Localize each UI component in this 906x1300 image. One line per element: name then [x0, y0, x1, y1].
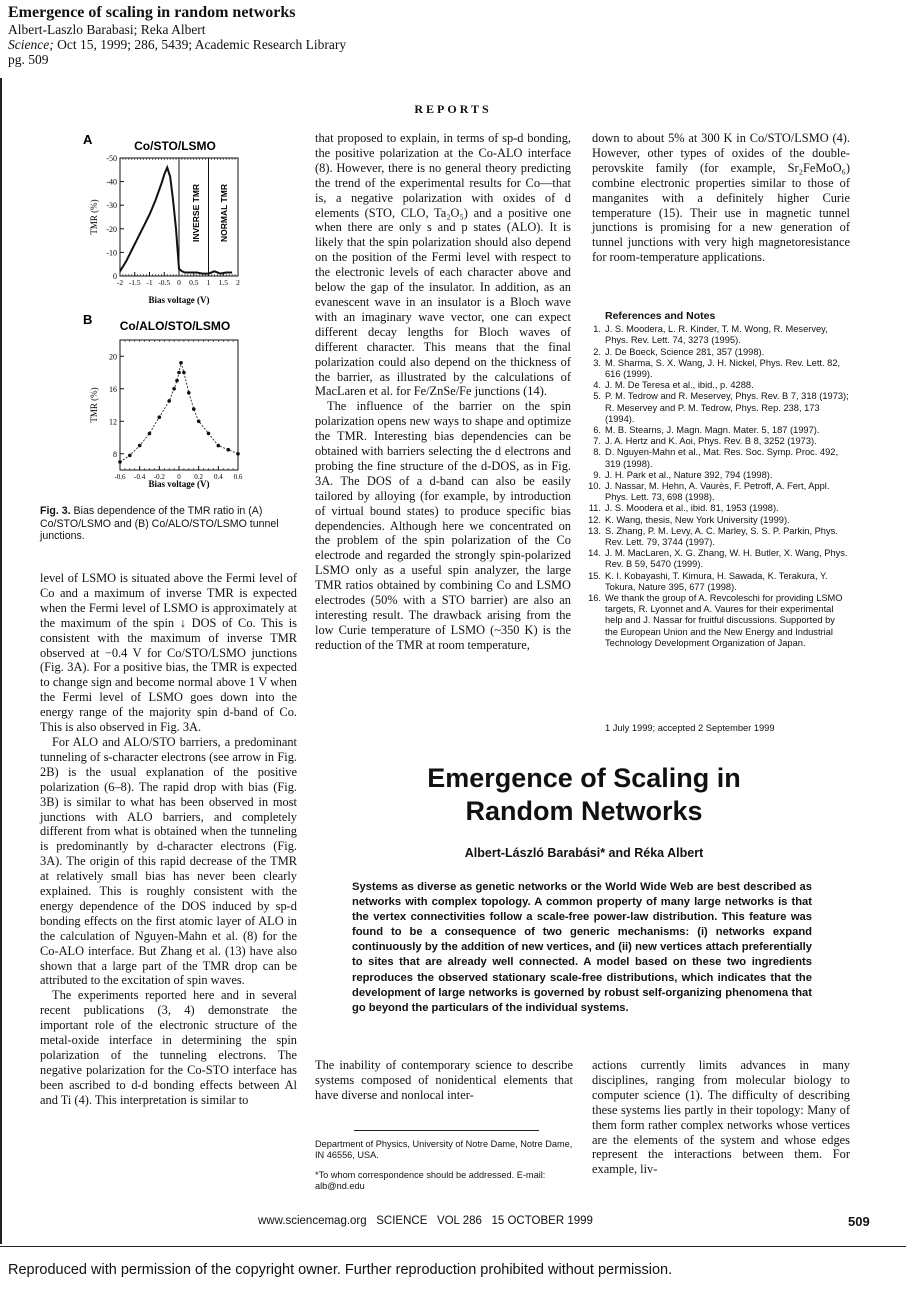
reference-item	[587, 324, 849, 346]
article-title-line-2: Random Networks	[465, 796, 703, 826]
received-dates: 1 July 1999; accepted 2 September 1999	[605, 723, 775, 733]
panel-b-point	[182, 371, 186, 375]
panel-b-xtick-label: -0.4	[134, 473, 146, 481]
panel-b-point	[128, 454, 132, 458]
article-authors: Albert-László Barabási* and Réka Albert	[464, 846, 704, 860]
panel-a-xtick-label: 0.5	[189, 278, 199, 287]
panel-b-point	[177, 371, 181, 375]
figure-caption	[40, 505, 310, 543]
panel-a-ytick-label: 0	[113, 272, 117, 281]
panel-a-xtick-label: 0	[177, 278, 181, 287]
panel-a-ytick-label: -20	[106, 224, 117, 234]
article-abstract: Systems as diverse as genetic networks or the World Wide Web are best described as networks with complex topology. A common property of many large networks is that the vertex connectivities follow a scale-free power-law distribution. This feature was found to be a consequence of two generic mechanisms: (i) networks expand continuously by the addition of new vertices, and (ii) new vertices attach preferentially to sites that are already well connected. A model based on these two ingredients reproduces the observed stationary scale-free distributions, which indicates that the development of large networks is governed by robust self-organizing phenomena that go beyond the particulars of the individual systems.	[352, 881, 812, 1014]
reference-number: 2.	[593, 346, 601, 357]
reference-item	[587, 347, 849, 358]
footer-page-number: 509	[848, 1214, 870, 1229]
panel-b-point	[236, 452, 240, 456]
panel-b-xtick-label: -0.6	[114, 473, 126, 481]
panel-a-xtick-label: -1.5	[128, 278, 141, 287]
reference-text: J. S. Moodera et al., ibid. 81, 1953 (1998).	[605, 503, 779, 514]
article-body-right	[592, 1058, 850, 1177]
panel-b-point	[175, 379, 179, 383]
panel-b-point	[187, 391, 191, 395]
middle-column	[315, 131, 571, 653]
right-paragraph-1: down to about 5% at 300 K in Co/STO/LSMO (4). However, other types of oxides of the double-perovskite family (for example, Sr₂FeMoO₆) combine electronic properties similar to those of manganites with a definitely higher Curie temperature (15). Their use in magnetic tunnel junctions is promising for a new generation of tunnel junctions with very high magnetoresistance for room-temperature applications.	[592, 131, 850, 265]
panel-b-point	[118, 460, 122, 464]
margin-rule	[0, 78, 2, 1244]
citation-details: Oct 15, 1999; 286, 5439; Academic Research Library	[53, 37, 347, 52]
reference-number: 4.	[593, 380, 601, 391]
panel-b-xlabel: Bias voltage (V)	[148, 479, 210, 489]
panel-b-point	[207, 432, 211, 436]
reference-number: 1.	[593, 324, 601, 335]
affiliation: Department of Physics, University of Notre Dame, Notre Dame, IN 46556, USA.	[315, 1139, 573, 1161]
reference-item	[587, 358, 849, 380]
panel-a-title: Co/STO/LSMO	[134, 139, 216, 153]
middle-paragraph-2: The influence of the barrier on the spin polarization opens new ways to shape and optimize the TMR. Interesting bias dependencies can be obtained with barriers selecting the d electrons and probing the fine structure of the d-DOS, as in Fig. 3A. The DOS of a d-band can also be easily tailored by alloying (for example, by introduction of virtual bound states) to produce specific bias dependencies. Although here we concentrated on the problem of the spin polarization of the Co electrode and regarded the strongly spin-polarized LSMO only as a useful spin analyzer, the large TMR ratios obtained by combining Co and LSMO electrodes (50% with a STO barrier) are also an interesting result. The drawback arising from the low Curie temperature of LSMO (~350 K) is the reduction of the TMR at room temperature,	[315, 399, 571, 652]
reference-text: J. S. Moodera, L. R. Kinder, T. M. Wong, R. Meservey, Phys. Rev. Lett. 74, 3273 (1995).	[605, 324, 828, 346]
panel-b-ytick-label: 16	[109, 384, 117, 394]
reference-text: P. M. Tedrow and R. Meservey, Phys. Rev. B 7, 318 (1973); R. Meservey and P. M. Tedrow, Phys. Rep. 238, 173 (1994).	[605, 391, 849, 424]
panel-a-xtick-label: 2	[236, 278, 240, 287]
panel-b-point	[138, 444, 142, 448]
reference-text: S. Zhang, P. M. Levy, A. C. Marley, S. S. P. Parkin, Phys. Rev. Lett. 79, 3744 (1997).	[605, 525, 838, 548]
panel-b-ylabel: TMR (%)	[89, 387, 99, 423]
panel-b-point	[226, 448, 230, 452]
reference-number: 11.	[588, 503, 601, 514]
panel-b-point	[217, 444, 221, 448]
reference-number: 7.	[593, 436, 601, 447]
reference-number: 15.	[588, 570, 601, 581]
citation-page: pg. 509	[8, 52, 49, 67]
reference-number: 16.	[588, 593, 601, 604]
left-paragraph-2: For ALO and ALO/STO barriers, a predominant tunneling of s-character electrons (see arrow in Fig. 2B) is the usual explanation of the positive polarization (6–8). The rapid drop with bias (Fig. 3B) is similar to what has been observed in most junctions with ALO barriers, and completely different from what is obtained when the tunneling is predominantly by d-character electrons (Fig. 3A). The origin of this rapid decrease of the TMR at relatively small bias has never been clearly explained. This is roughly consistent with the energy dependence of the DOS induced by sp-d bonding effects on the first atomic layer of ALO in the calculation of Nguyen-Mahn et al. (8) for the Co-ALO interface. But Zhang et al. (13) have also shown that a large part of the TMR drop can be attributed to the excitation of spin waves.	[40, 734, 297, 988]
reference-item	[587, 571, 849, 593]
reference-item	[587, 481, 849, 503]
article-body-middle	[315, 1058, 573, 1103]
article-title-line-1: Emergence of Scaling in	[427, 763, 741, 793]
panel-b-point	[167, 399, 171, 403]
reference-text: J. Nassar, M. Hehn, A. Vaurès, F. Petroff, A. Fert, Appl. Phys. Lett. 73, 698 (1998).	[605, 481, 830, 503]
reference-number: 13.	[588, 525, 601, 536]
reference-item	[587, 425, 849, 436]
panel-a-xtick-label: -2	[116, 278, 124, 287]
figure-3	[75, 130, 305, 490]
reference-number: 14.	[588, 548, 601, 559]
panel-b-point	[179, 361, 183, 365]
reference-text: J. De Boeck, Science 281, 357 (1998).	[605, 346, 765, 357]
caption-text: Bias dependence of the TMR ratio in (A) Co/STO/LSMO and (B) Co/ALO/STO/LSMO tunnel junctions.	[40, 505, 279, 543]
panel-b-xtick-label: 0.4	[213, 473, 223, 481]
panel-b-xtick-label: 0.6	[233, 473, 243, 481]
affiliation-block	[315, 1130, 577, 1201]
reference-number: 8.	[593, 447, 601, 458]
reference-item	[587, 593, 849, 649]
panel-a-xtick-label: 1.5	[218, 278, 228, 287]
panel-b-point	[172, 387, 176, 391]
panel-a-curve	[120, 167, 232, 273]
references-title: References and Notes	[605, 310, 716, 322]
figure-3-svg	[75, 130, 305, 490]
panel-b-curve	[120, 363, 238, 462]
reference-number: 3.	[593, 357, 601, 368]
article-title	[318, 762, 850, 828]
left-paragraph-3: The experiments reported here and in several recent publications (3, 4) demonstrate the important role of the electronic structure of the metal-oxide interface in determining the spin polarization of the tunneling electrons. The negative polarization for the Co-STO interface has been ascribed to d-d bonding effects between Al and Ti (4). This interpretation is similar to	[40, 988, 297, 1107]
panel-a-xlabel: Bias voltage (V)	[148, 295, 210, 305]
panel-b-plot	[109, 340, 243, 481]
reference-number: 5.	[593, 391, 601, 402]
permission-notice: Reproduced with permission of the copyright owner. Further reproduction prohibited without permission.	[8, 1262, 673, 1278]
section-header: REPORTS	[414, 102, 492, 116]
article-body-paragraph-1: The inability of contemporary science to describe systems composed of nonidentical elements that have diverse and nonlocal inter-	[315, 1058, 573, 1102]
panel-b-ytick-label: 12	[109, 417, 117, 427]
normal-tmr-label: NORMAL TMR	[219, 184, 229, 242]
panel-b-letter: B	[83, 312, 93, 327]
reference-text: M. Sharma, S. X. Wang, J. H. Nickel, Phys. Rev. Lett. 82, 616 (1999).	[605, 357, 841, 380]
panel-b-point	[148, 432, 152, 436]
panel-b-point	[158, 415, 162, 419]
reference-item	[587, 503, 849, 514]
citation-title: Emergence of scaling in random networks	[8, 4, 296, 21]
reference-item	[587, 391, 849, 425]
panel-b-point	[192, 407, 196, 411]
panel-b-xtick-label: -0.2	[153, 473, 165, 481]
reference-item	[587, 447, 849, 469]
panel-a-xtick-label: -1	[146, 278, 153, 287]
reference-text: D. Nguyen-Mahn et al., Mat. Res. Soc. Symp. Proc. 492, 319 (1998).	[605, 447, 839, 469]
reference-number: 12.	[588, 514, 601, 525]
left-paragraph-1: level of LSMO is situated above the Fermi level of Co and a maximum of inverse TMR is expected when the Fermi level of LSMO is approximately at the maximum of the spin ↓ DOS of Co. This is consistent with the maximum of inverse TMR observed at −0.4 V for Co/STO/LSMO junctions (Fig. 3A). For a positive bias, the TMR is expected to change sign and become normal above 1 V when the Fermi level of LSMO goes down into the energy range of the majority spin d-band of Co. This is also observed in Fig. 3A.	[40, 571, 297, 735]
reference-number: 6.	[593, 425, 601, 436]
reference-item	[587, 470, 849, 481]
panel-a-xtick-label: 1	[206, 278, 211, 287]
references-list	[587, 324, 849, 649]
reference-text: K. Wang, thesis, New York University (1999).	[605, 514, 790, 525]
caption-label: Fig. 3.	[40, 505, 71, 517]
reference-text: J. M. MacLaren, X. G. Zhang, W. H. Butler, X. Wang, Phys. Rev. B 59, 5470 (1999).	[605, 548, 848, 570]
reference-text: J. A. Hertz and K. Aoi, Phys. Rev. B 8, 3252 (1973).	[605, 436, 817, 447]
permission-divider	[0, 1246, 906, 1247]
panel-b-ytick-label: 8	[113, 449, 117, 459]
middle-paragraph-1: that proposed to explain, in terms of sp-d bonding, the positive polarization at the Co-ALO interface (8). However, there is no general theory predicting the trend of the experimental results for Co—that is, a negative polarization with oxides of d elements (STO, CLO, Ta₂O₅) and a positive one when there are only s and p states (ALO). It is likely that the spin polarization should also depend on the position of the Fermi level with respect to the electronic levels of each character above and below the gap of the insulator. In addition, as an evanescent wave in an insulator is a Bloch wave with an imaginary wave vector, one can expect different decay lengths for Bloch waves of different character. This means that the final polarization could also depend on the thickness of the barrier, as illustrated by the calculations of MacLaren et al. for Fe/ZnSe/Fe junctions (14).	[315, 131, 571, 399]
references	[587, 311, 849, 649]
reference-text: We thank the group of A. Revcoleschi for providing LSMO targets, R. Lyonnet and A. Vaures for their experimental help and J. Nassar for fruitful discussions. Supported by the European Union and the New Energy and Industrial Technology Development Organization of Japan.	[605, 593, 843, 648]
footer-journal-info: www.sciencemag.org SCIENCE VOL 286 15 OCTOBER 1999	[258, 1215, 593, 1227]
panel-b-title: Co/ALO/STO/LSMO	[119, 319, 231, 333]
panel-b-ytick-label: 20	[109, 352, 117, 362]
panel-b-point	[197, 420, 201, 424]
panel-a-ytick-label: -10	[106, 248, 117, 258]
reference-text: K. I. Kobayashi, T. Kimura, H. Sawada, K. Terakura, Y. Tokura, Nature 395, 677 (1998).	[605, 570, 828, 592]
panel-a-ylabel: TMR (%)	[89, 199, 99, 235]
reference-item	[587, 548, 849, 570]
right-column	[592, 131, 850, 265]
citation-header	[8, 4, 898, 67]
panel-b-frame	[120, 340, 238, 470]
panel-a-ytick-label: -50	[106, 154, 117, 163]
panel-b-xtick-label: 0	[177, 473, 181, 481]
citation-authors: Albert-Laszlo Barabasi; Reka Albert	[8, 22, 206, 37]
reference-text: J. M. De Teresa et al., ibid., p. 4288.	[605, 380, 754, 391]
panel-a-xtick-label: -0.5	[158, 278, 171, 287]
reference-number: 10.	[588, 481, 601, 492]
inverse-tmr-label: INVERSE TMR	[191, 183, 201, 243]
reference-item	[587, 436, 849, 447]
citation-journal: Science;	[8, 37, 54, 52]
reference-item	[587, 526, 849, 548]
left-column	[40, 571, 297, 1108]
correspondence: *To whom correspondence should be addressed. E-mail: alb@nd.edu	[315, 1169, 546, 1192]
affiliation-divider	[354, 1130, 539, 1131]
panel-a-ytick-label: -30	[106, 201, 117, 211]
reference-text: M. B. Stearns, J. Magn. Magn. Mater. 5, 187 (1997).	[605, 425, 820, 436]
article-body-paragraph-2: actions currently limits advances in many disciplines, ranging from molecular biology to computer science (1). The difficulty of describing these systems lies partly in their topology: Many of them form rather complex networks whose vertices are the elements of the system and whose edges represent the interactions between them. For example, liv-	[592, 1058, 850, 1177]
reference-item	[587, 515, 849, 526]
reference-text: J. H. Park et al., Nature 392, 794 (1998).	[605, 469, 773, 480]
reference-item	[587, 380, 849, 391]
citation-source	[8, 37, 898, 52]
panel-a-ytick-label: -40	[106, 177, 117, 187]
reference-number: 9.	[593, 469, 601, 480]
panel-a-letter: A	[83, 132, 93, 147]
panel-b-xtick-label: 0.2	[194, 473, 204, 481]
